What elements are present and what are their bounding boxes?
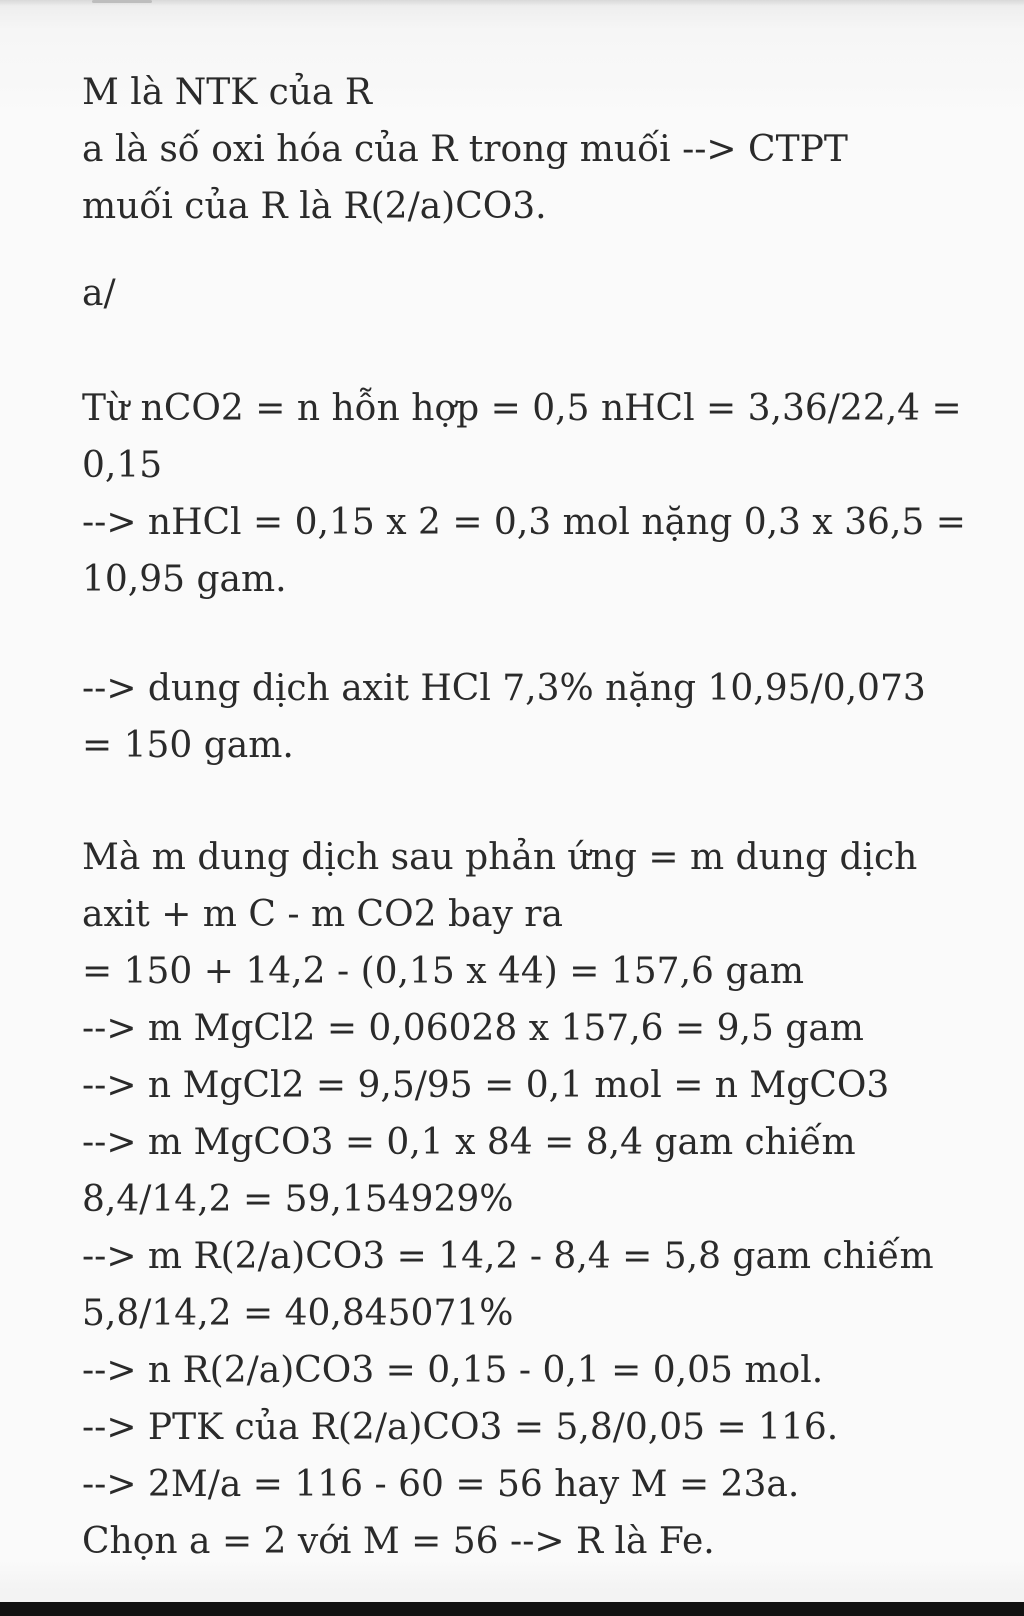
- text-line: a là số oxi hóa của R trong muối --> CTPT: [82, 129, 848, 170]
- text-line: Từ nCO2 = n hỗn hợp = 0,5 nHCl = 3,36/22,4 =: [82, 388, 962, 429]
- bottom-edge-bar: [0, 1602, 1024, 1616]
- text-line: Mà m dung dịch sau phản ứng = m dung dịch: [82, 837, 918, 878]
- text-line: 10,95 gam.: [82, 559, 287, 600]
- top-edge-mark: [92, 0, 152, 3]
- text-line: M là NTK của R: [82, 72, 372, 113]
- part-label-paragraph: [82, 265, 982, 322]
- solution-text: [82, 64, 982, 1570]
- acid-mass-paragraph: [82, 660, 982, 774]
- text-line: 8,4/14,2 = 59,154929%: [82, 1179, 514, 1220]
- intro-paragraph: [82, 64, 982, 235]
- text-line: axit + m C - m CO2 bay ra: [82, 894, 563, 935]
- text-line: muối của R là R(2/a)CO3.: [82, 186, 547, 227]
- hcl-moles-paragraph: [82, 380, 982, 608]
- text-line: --> nHCl = 0,15 x 2 = 0,3 mol nặng 0,3 x 36,5 =: [82, 502, 966, 543]
- top-edge-shadow: [0, 0, 1024, 6]
- result-paragraph: [82, 829, 982, 1570]
- text-line: --> 2M/a = 116 - 60 = 56 hay M = 23a.: [82, 1464, 800, 1505]
- text-line: = 150 gam.: [82, 725, 294, 766]
- text-line: 5,8/14,2 = 40,845071%: [82, 1293, 514, 1334]
- text-line: = 150 + 14,2 - (0,15 x 44) = 157,6 gam: [82, 951, 805, 992]
- text-line: --> m R(2/a)CO3 = 14,2 - 8,4 = 5,8 gam chiếm: [82, 1236, 934, 1277]
- text-line: --> m MgCl2 = 0,06028 x 157,6 = 9,5 gam: [82, 1008, 864, 1049]
- text-line: --> m MgCO3 = 0,1 x 84 = 8,4 gam chiếm: [82, 1122, 856, 1163]
- text-line: Chọn a = 2 với M = 56 --> R là Fe.: [82, 1521, 715, 1562]
- text-line: --> n MgCl2 = 9,5/95 = 0,1 mol = n MgCO3: [82, 1065, 890, 1106]
- text-line: --> PTK của R(2/a)CO3 = 5,8/0,05 = 116.: [82, 1407, 839, 1448]
- part-label: a/: [82, 273, 116, 314]
- text-line: --> n R(2/a)CO3 = 0,15 - 0,1 = 0,05 mol.: [82, 1350, 824, 1391]
- text-line: 0,15: [82, 445, 163, 486]
- text-line: --> dung dịch axit HCl 7,3% nặng 10,95/0,073: [82, 668, 926, 709]
